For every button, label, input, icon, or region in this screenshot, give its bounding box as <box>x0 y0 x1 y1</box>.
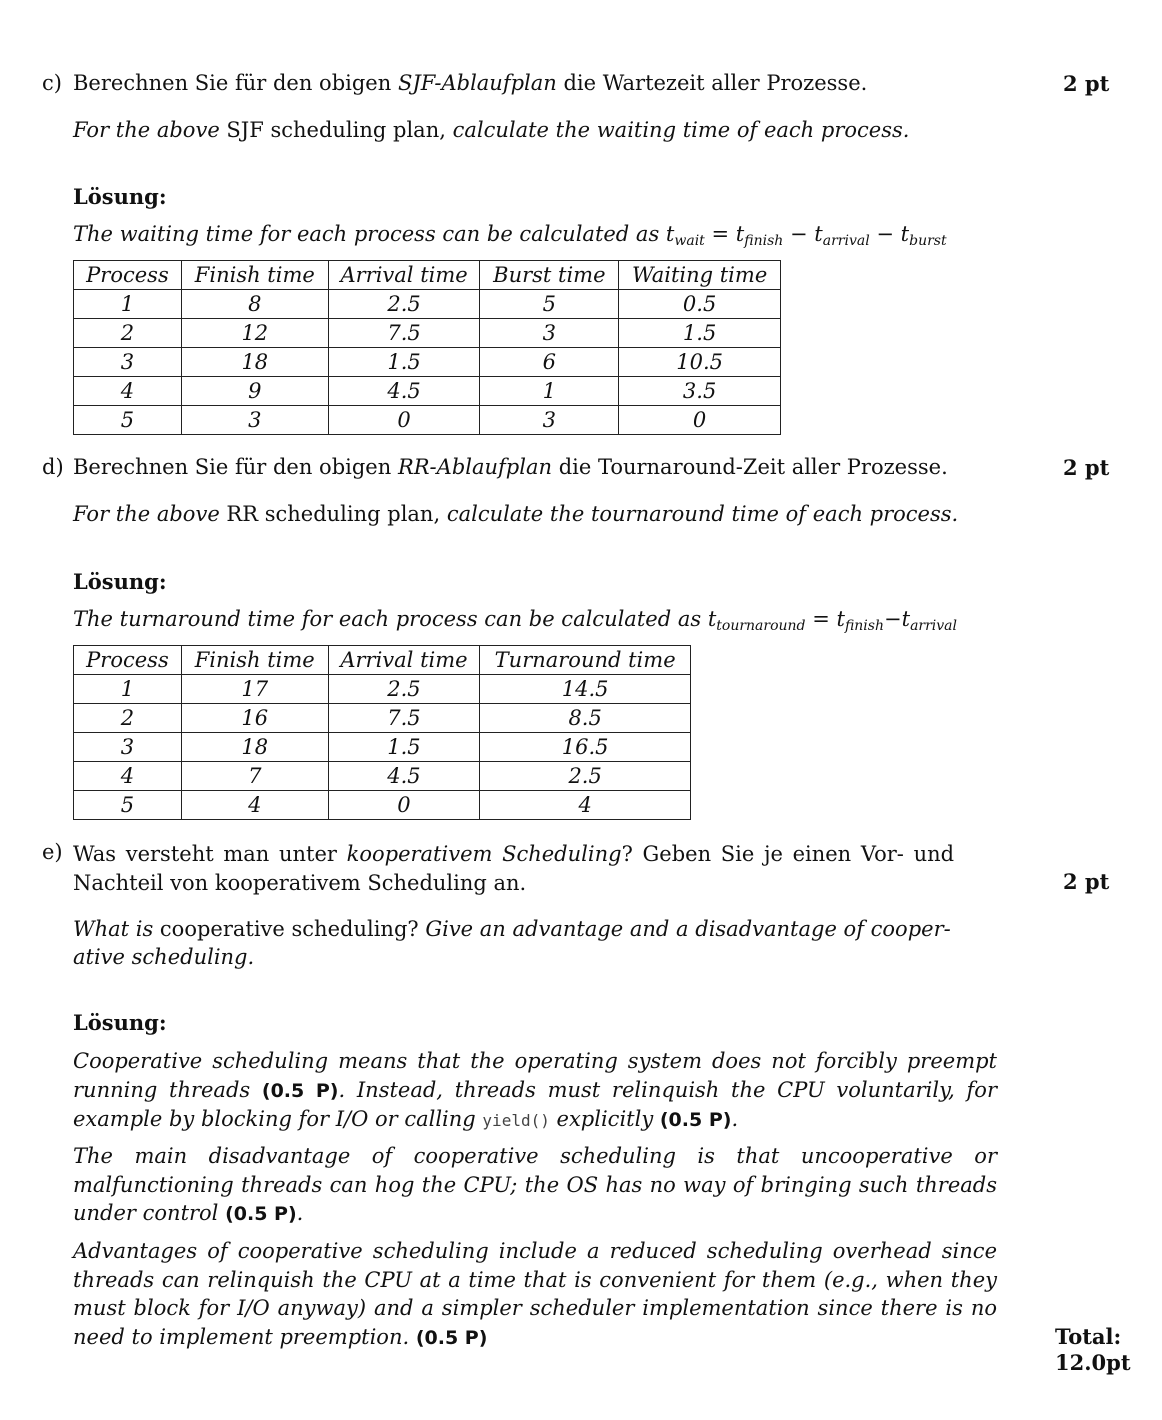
table-cell: 3 <box>480 406 619 435</box>
table-cell: 1.5 <box>328 733 480 762</box>
column-header: Process <box>74 646 182 675</box>
question-c-german-em: SJF-Ablaufplan <box>397 71 557 95</box>
points-mark: (0.5 P) <box>659 1109 732 1131</box>
question-d-points: 2 pt <box>1063 455 1110 480</box>
formula-c-math: $t_{wait} = t_{finish} - t_{arrival} - t_{burst}$ <box>665 222 947 249</box>
points-mark: (0.5 P) <box>415 1326 488 1349</box>
table-cell: 3.5 <box>619 377 781 406</box>
question-e-german <box>73 840 997 898</box>
table-cell: 2 <box>74 704 182 733</box>
question-c-english-3: calculate the waiting time of each process. <box>445 118 910 142</box>
table-row <box>74 348 781 377</box>
table-cell: 3 <box>74 733 182 762</box>
table-cell: 6 <box>480 348 619 377</box>
total-points <box>1055 1324 1131 1376</box>
column-header: Burst time <box>480 261 619 290</box>
table-row <box>74 377 781 406</box>
table-cell: 4 <box>181 791 328 820</box>
table-cell: 3 <box>480 319 619 348</box>
table-cell: 16 <box>181 704 328 733</box>
table-row <box>74 319 781 348</box>
table-cell: 0 <box>328 406 480 435</box>
waiting-time-table <box>73 260 781 435</box>
table-cell: 3 <box>74 348 182 377</box>
table-cell: 12 <box>181 319 328 348</box>
column-header: Waiting time <box>619 261 781 290</box>
question-c-english-2: SJF scheduling plan, <box>219 118 446 142</box>
column-header: Finish time <box>181 261 328 290</box>
table-cell: 4.5 <box>328 377 480 406</box>
table-cell: 18 <box>181 733 328 762</box>
question-e-english <box>73 915 951 971</box>
question-e-english-line2: ative scheduling. <box>73 945 255 969</box>
solution-e-label: Lösung: <box>73 1010 167 1035</box>
question-d-label: d) <box>42 455 64 479</box>
table-cell: 5 <box>480 290 619 319</box>
table-cell: 10.5 <box>619 348 781 377</box>
table-cell: 4 <box>74 377 182 406</box>
table-cell: 0 <box>328 791 480 820</box>
question-e-english-a: What is <box>73 917 154 941</box>
table-header-row <box>74 646 691 675</box>
table-row <box>74 675 691 704</box>
question-d-german-em: RR-Ablaufplan <box>397 455 553 479</box>
solution-e-paragraph-1: Cooperative scheduling means that the operating system does not forcibly preempt running threads (0.5 P). Instead, threads must relinquish the CPU voluntarily, for example by blocking for I/O or calling yield() explicitly (0.5 P). <box>73 1049 997 1131</box>
table-cell: 2 <box>74 319 182 348</box>
column-header: Process <box>74 261 182 290</box>
question-c-english <box>73 118 909 142</box>
formula-d-math: $t_{tournaround} = t_{finish}-t_{arrival}$ <box>707 607 958 634</box>
question-e-label: e) <box>42 840 63 864</box>
solution-d-formula <box>73 607 957 634</box>
question-c-german <box>73 71 867 95</box>
question-d-german <box>73 455 948 479</box>
question-c-german-pre: Berechnen Sie für den obigen <box>73 71 398 95</box>
question-c-points: 2 pt <box>1063 71 1110 96</box>
question-d-english-1: For the above <box>73 502 220 526</box>
formula-c-text: The waiting time for each process can be calculated as <box>73 222 660 246</box>
question-d-german-pre: Berechnen Sie für den obigen <box>73 455 398 479</box>
table-cell: 8.5 <box>480 704 691 733</box>
table-cell: 7.5 <box>328 704 480 733</box>
question-e-german-line2: Nachteil von kooperativem Scheduling an. <box>73 871 527 895</box>
table-cell: 2.5 <box>480 762 691 791</box>
table-cell: 1 <box>480 377 619 406</box>
formula-d-text: The turnaround time for each process can be calculated as <box>73 607 702 631</box>
table-cell: 7.5 <box>328 319 480 348</box>
question-e-german-em: kooperativem Scheduling <box>346 842 622 866</box>
table-cell: 5 <box>74 406 182 435</box>
table-row <box>74 704 691 733</box>
table-cell: 0.5 <box>619 290 781 319</box>
column-header: Arrival time <box>328 646 480 675</box>
table-cell: 16.5 <box>480 733 691 762</box>
table-cell: 5 <box>74 791 182 820</box>
table-cell: 9 <box>181 377 328 406</box>
question-d-english-3: calculate the tournaround time of each process. <box>440 502 959 526</box>
table-cell: 0 <box>619 406 781 435</box>
question-e-english-b: cooperative scheduling? <box>153 917 419 941</box>
table-cell: 4.5 <box>328 762 480 791</box>
total-label: Total: <box>1055 1324 1122 1349</box>
table-row <box>74 733 691 762</box>
question-e-points: 2 pt <box>1063 869 1110 894</box>
solution-c-label: Lösung: <box>73 184 167 209</box>
code-yield: yield() <box>482 1111 550 1130</box>
question-d-german-post: die Tournaround-Zeit aller Prozesse. <box>552 455 948 479</box>
question-e-german-pre: Was versteht man unter <box>73 842 347 866</box>
table-cell: 4 <box>74 762 182 791</box>
question-c-label: c) <box>42 71 62 95</box>
turnaround-time-table <box>73 645 691 820</box>
column-header: Turnaround time <box>480 646 691 675</box>
table-cell: 1 <box>74 675 182 704</box>
table-row <box>74 791 691 820</box>
total-value: 12.0pt <box>1055 1350 1131 1375</box>
table-cell: 18 <box>181 348 328 377</box>
table-cell: 8 <box>181 290 328 319</box>
table-cell: 7 <box>181 762 328 791</box>
table-cell: 3 <box>181 406 328 435</box>
table-row <box>74 290 781 319</box>
table-cell: 17 <box>181 675 328 704</box>
table-cell: 4 <box>480 791 691 820</box>
question-d-english-2: RR scheduling plan, <box>219 502 441 526</box>
table-row <box>74 762 691 791</box>
points-mark: (0.5 P) <box>225 1203 297 1225</box>
table-header-row <box>74 261 781 290</box>
question-c-german-post: die Wartezeit aller Prozesse. <box>556 71 868 95</box>
table-cell: 2.5 <box>328 290 480 319</box>
table-cell: 2.5 <box>328 675 480 704</box>
column-header: Finish time <box>181 646 328 675</box>
table-row <box>74 406 781 435</box>
column-header: Arrival time <box>328 261 480 290</box>
question-e-english-c: Give an advantage and a disadvantage of cooper- <box>418 917 951 941</box>
solution-e-paragraph-2: The main disadvantage of cooperative scheduling is that uncooperative or malfunctioning threads can hog the CPU; the OS has no way of bringing such threads under control (0.5 P). <box>73 1144 997 1225</box>
table-cell: 1 <box>74 290 182 319</box>
question-d-english <box>73 502 958 526</box>
table-cell: 1.5 <box>619 319 781 348</box>
question-e-german-post: ? Geben Sie je einen Vor- und <box>621 842 955 866</box>
solution-e-paragraph-3: Advantages of cooperative scheduling include a reduced scheduling overhead since threads can relinquish the CPU at a time that is convenient for them (e.g., when they must block for I/O anyway) and a simpler scheduler implementation since there is no need to implement preemption. (0.5 P) <box>73 1239 997 1349</box>
points-mark: (0.5 P) <box>261 1079 339 1102</box>
solution-c-formula <box>73 222 947 249</box>
table-cell: 1.5 <box>328 348 480 377</box>
table-cell: 14.5 <box>480 675 691 704</box>
solution-d-label: Lösung: <box>73 569 167 594</box>
question-c-english-1: For the above <box>73 118 220 142</box>
